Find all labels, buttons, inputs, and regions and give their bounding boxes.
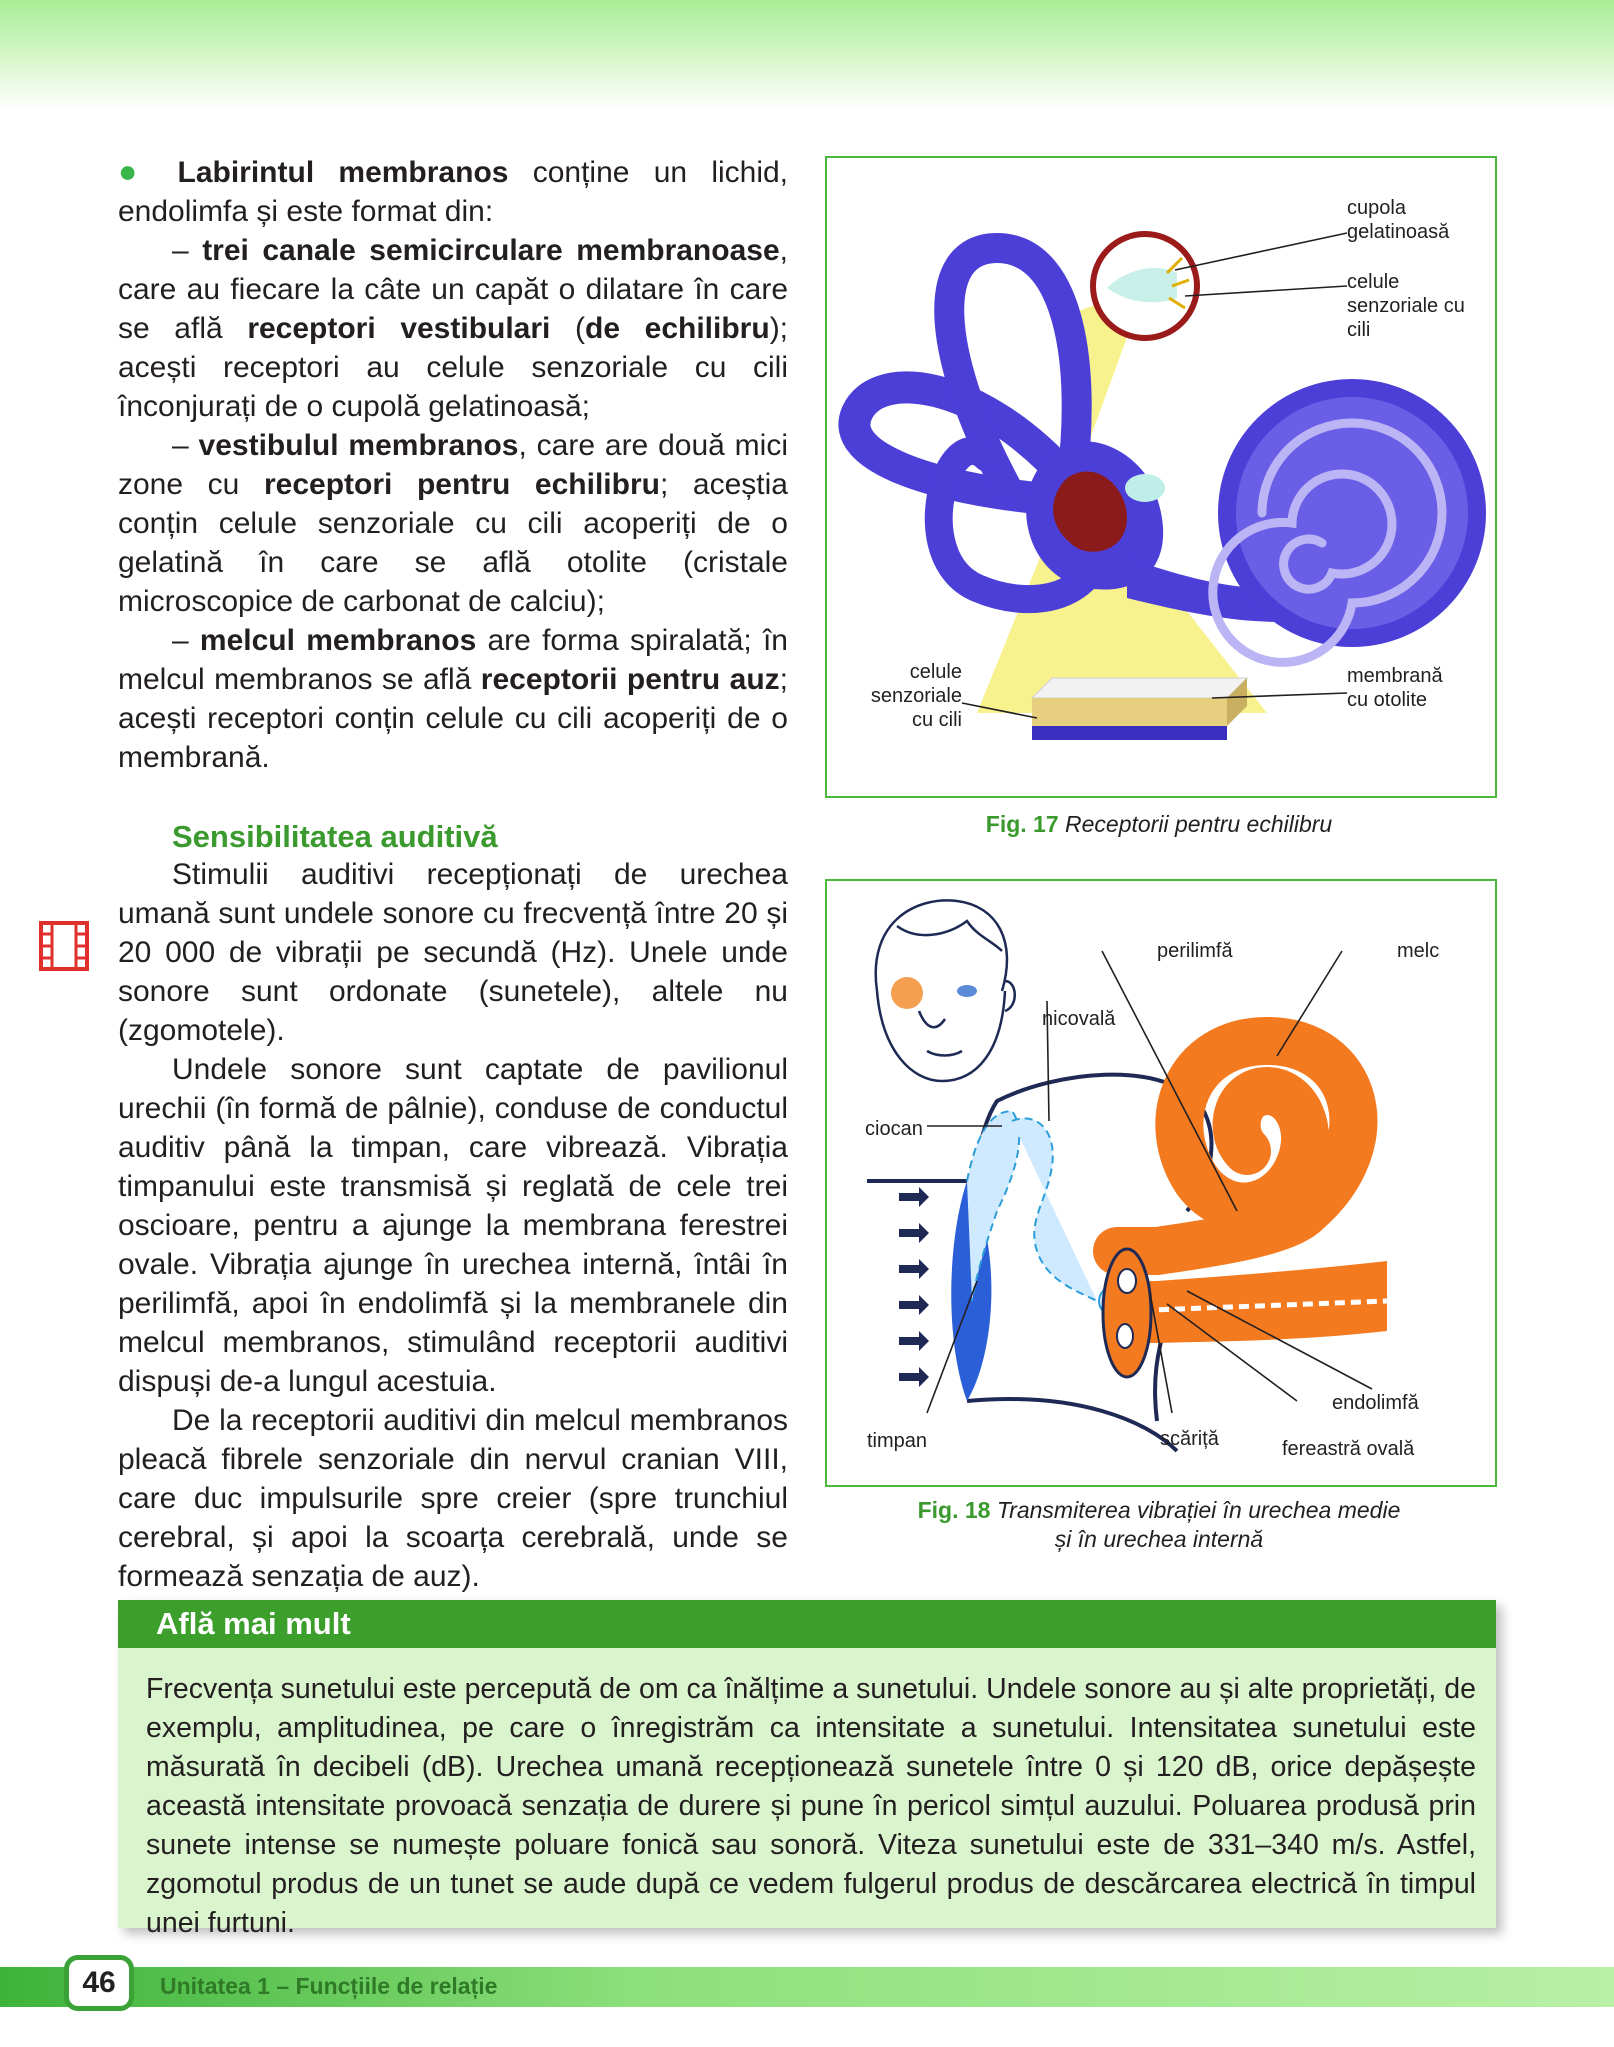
unit-title: Unitatea 1 – Funcțiile de relație (160, 1973, 498, 1999)
term: de echilibru (585, 312, 770, 345)
term-labirint: Labirintul membranos (177, 156, 509, 189)
figure-number: Fig. 17 (985, 811, 1059, 837)
info-box-text: Frecvența sunetului este percepută de om ca înălțime a sunetului. Undele sonore au și alte proprietăți, de exemplu, amplitudinea, pe care o înregistrăm ca intensitate a sunetului. Intensitatea sunetului este măsurată în decibeli (dB). Urechea umană recepționează sunetele între 0 și 120 dB, orice depășește această intensitate provoacă senzația de durere și pune în pericol simțul auzului. Poluarea produsă prin sunete intense se numește poluare fonică sau sonoră. Viteza sunetului este de 331–340 m/s. Astfel, zgomotul produs de un tunet se aude după ce vedem fulgerul produs de descărcarea electrică în timpul unei furtuni. (146, 1673, 1476, 1939)
list-item (118, 426, 788, 621)
text: ; aceștia conțin celule senzoriale cu cili acoperiți de o gelatină în care se află otolite (cristale microscopice de carbonat de calciu); (118, 468, 788, 618)
caption-text: și în urechea internă (1054, 1526, 1264, 1552)
paragraph: Stimulii auditivi recepționați de urechea umană sunt undele sonore cu frecvență între 20 și 20 000 de vibrații pe secundă (Hz). Unele unde sonore sunt ordonate (sunetele), altele nu (zgomotele). (118, 858, 788, 1047)
text: ); acești receptori au celule senzoriale cu cili înconjurați de o cupolă gelatinoasă; (118, 312, 789, 423)
info-box-title: Află mai mult (118, 1600, 1496, 1648)
label-endolimfa: endolimfă (1332, 1392, 1419, 1414)
term: trei canale semicirculare membranoase (202, 234, 780, 267)
text: are forma spiralată; în melcul membranos se află (118, 624, 788, 696)
section-title: Sensibilitatea auditivă (172, 819, 498, 854)
caption-text: Receptorii pentru echilibru (1065, 811, 1333, 837)
text: ; acești receptori conțin celule cu cili acoperiți de o membrană. (118, 663, 788, 774)
text: , care are două mici zone cu (118, 429, 788, 501)
info-box (118, 1600, 1496, 1939)
figure-18 (825, 879, 1497, 1487)
text: ( (550, 312, 586, 345)
label-timpan: timpan (867, 1430, 928, 1452)
paragraph-labirint (118, 152, 788, 231)
list-item (118, 621, 788, 777)
label-celule-top: celule senzoriale cu cili (1347, 271, 1465, 341)
label-cupola: cupola gelatinoasă (1347, 197, 1450, 243)
term: vestibulul membranos (198, 429, 519, 462)
figure-17 (825, 156, 1497, 798)
dash: – (172, 429, 199, 462)
page-number: 46 (64, 1955, 134, 2011)
term: receptori vestibulari (247, 312, 551, 345)
dash: – (172, 234, 203, 267)
text: , care au fiecare la câte un capăt o dilatare în care se află (118, 234, 788, 345)
label-perilimfa: perilimfă (1157, 940, 1233, 962)
main-text-column (118, 152, 788, 1596)
term: receptorii pentru auz (480, 663, 780, 696)
list-item (118, 231, 788, 426)
film-icon[interactable] (38, 920, 90, 972)
term: receptori pentru echilibru (263, 468, 660, 501)
paragraph: Undele sonore sunt captate de pavilionul urechii (în formă de pâlnie), conduse de conductul auditiv până la timpan, care vibrează. Vibrația timpanului este transmisă și reglată de cele trei oscioare, pentru a ajunge la membrana ferestrei ovale. Vibrația ajunge în urechea internă, întâi în perilimfă, apoi în endolimfă și la membranele din melcul membranos, stimulând receptorii auditivi dispuși de-a lungul acestuia. (118, 1053, 788, 1398)
label-nicovala: nicovală (1042, 1008, 1116, 1030)
term: melcul membranos (199, 624, 477, 657)
label-celule-bottom: celule senzoriale cu cili (870, 661, 962, 731)
dash: – (172, 624, 200, 657)
text: conține un lichid, endolimfa și este format din: (118, 156, 789, 228)
figure-number: Fig. 18 (917, 1497, 991, 1523)
label-membrana: membrană cu otolite (1347, 665, 1443, 711)
label-ciocan: ciocan (865, 1118, 923, 1140)
bullet-icon: ● (118, 153, 154, 189)
label-scarita: scăriță (1160, 1428, 1219, 1450)
header-band (0, 0, 1614, 110)
fig18-caption (825, 1496, 1493, 1554)
paragraph: De la receptorii auditivi din melcul membranos pleacă fibrele senzoriale din nervul cranian VIII, care duc impulsurile spre creier (spre trunchiul cerebral, și apoi la scoarța cerebrală, unde se formează senzația de auz). (118, 1404, 788, 1593)
label-melc: melc (1397, 940, 1440, 962)
label-fereastra: fereastră ovală (1282, 1438, 1415, 1460)
caption-text: Transmiterea vibrației în urechea medie (996, 1497, 1401, 1523)
fig17-caption (825, 810, 1493, 839)
